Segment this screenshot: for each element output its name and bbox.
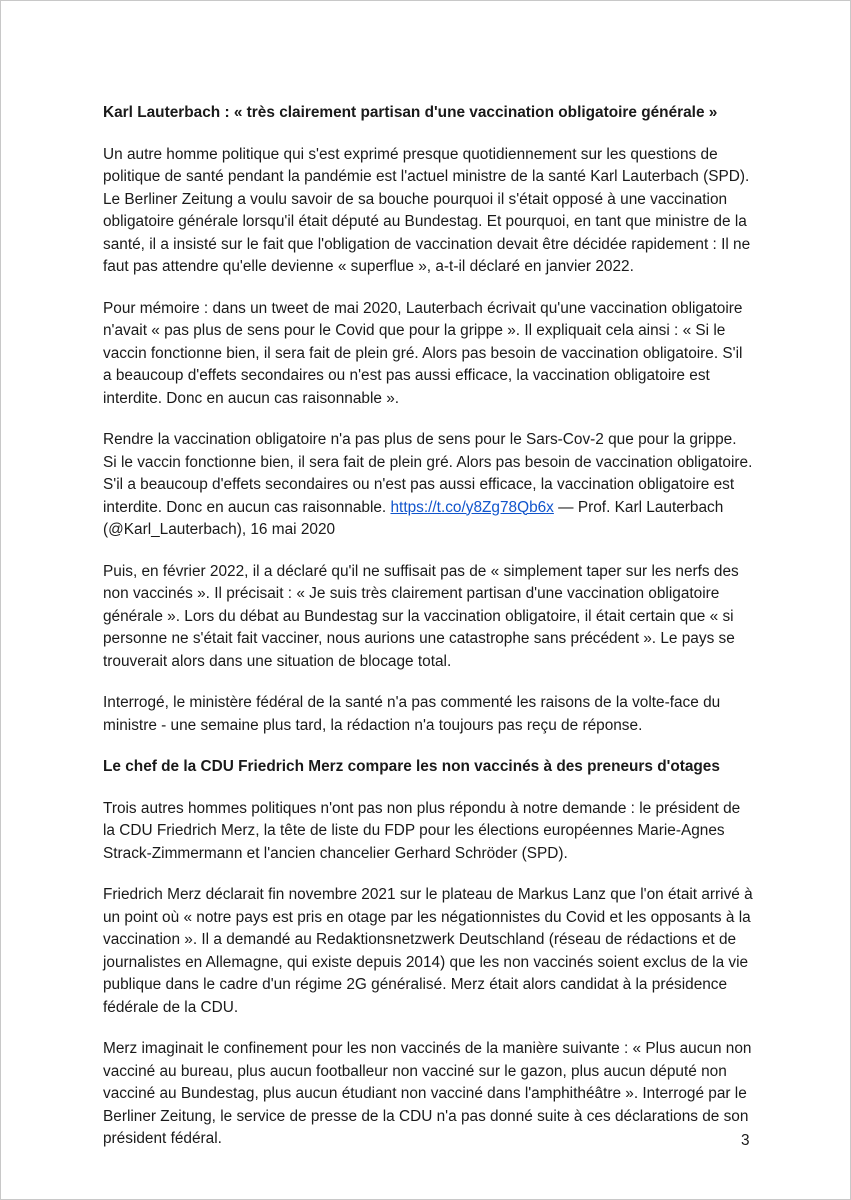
paragraph: Friedrich Merz déclarait fin novembre 2021 sur le plateau de Markus Lanz que l'on était arrivé à un point où « notre pays est pris en otage par les négationnistes du Covid et les opposants à la vaccination ». Il a demandé au Redaktionsnetzwerk Deutschland (réseau de rédactions et de journalistes en Allemagne, qui existe depuis 2014) que les non vaccinés soient exclus de la vie publique dans le cadre d'un régime 2G généralisé. Merz était alors candidat à la présidence fédérale de la CDU. <box>103 886 753 1016</box>
page-number: 3 <box>741 1132 750 1149</box>
paragraph: Un autre homme politique qui s'est exprimé presque quotidiennement sur les questions de politique de santé pendant la pandémie est l'actuel ministre de la santé Karl Lauterbach (SPD). Le Berliner Zeitung a voulu savoir de sa bouche pourquoi il s'était opposé à une vaccination obligatoire générale lorsqu'il était député au Bundestag. Et pourquoi, en tant que ministre de la santé, il a insisté sur le fait que l'obligation de vaccination devait être décidée rapidement : Il ne faut pas attendre qu'elle devienne « superflue », a-t-il déclaré en janvier 2022. <box>103 145 751 275</box>
paragraph: Pour mémoire : dans un tweet de mai 2020, Lauterbach écrivait qu'une vaccination obligatoire n'avait « pas plus de sens pour le Covid que pour la grippe ». Il expliquait cela ainsi : « Si le vaccin fonctionne bien, il sera fait de plein gré. Alors pas besoin de vaccination obligatoire. S'il a beaucoup d'effets secondaires ou n'est pas aussi efficace, la vaccination obligatoire est interdite. Donc en aucun cas raisonnable ». <box>103 299 743 407</box>
document-body <box>103 102 753 1170</box>
tweet-quote <box>103 429 753 542</box>
paragraph: Puis, en février 2022, il a déclaré qu'il ne suffisait pas de « simplement taper sur les nerfs des non vaccinés ». Il précisait : « Je suis très clairement partisan d'une vaccination obligatoire générale ». Lors du débat au Bundestag sur la vaccination obligatoire, il était certain que « si personne ne s'était fait vacciner, nous aurions une catastrophe sans précédent ». Le pays se trouverait alors dans une situation de blocage total. <box>103 562 739 670</box>
section-heading-merz: Le chef de la CDU Friedrich Merz compare les non vaccinés à des preneurs d'otages <box>103 758 720 775</box>
tweet-attribution: — Prof. Karl Lauterbach (@Karl_Lauterbach), 16 mai 2020 <box>103 498 724 538</box>
section-heading-lauterbach: Karl Lauterbach : « très clairement partisan d'une vaccination obligatoire générale » <box>103 104 718 121</box>
paragraph: Merz imaginait le confinement pour les non vaccinés de la manière suivante : « Plus aucun non vacciné au bureau, plus aucun footballeur non vacciné sur le gazon, plus aucun député non vacciné au Bundestag, plus aucun étudiant non vacciné dans l'amphithéâtre ». Interrogé par le Berliner Zeitung, le service de presse de la CDU n'a pas donné suite à ces déclarations de son président fédéral. <box>103 1040 752 1147</box>
paragraph: Trois autres hommes politiques n'ont pas non plus répondu à notre demande : le président de la CDU Friedrich Merz, la tête de liste du FDP pour les élections européennes Marie-Agnes Strack-Zimmermann et l'ancien chancelier Gerhard Schröder (SPD). <box>103 799 741 862</box>
tweet-text: Rendre la vaccination obligatoire n'a pas plus de sens pour le Sars-Cov-2 que pour la grippe. Si le vaccin fonctionne bien, il sera fait de plein gré. Alors pas besoin de vaccination obligatoire. S'il a beaucoup d'effets secondaires ou n'est pas aussi efficace, la vaccination obligatoire est interdite. Donc en aucun cas raisonnable. <box>103 431 753 516</box>
paragraph: Interrogé, le ministère fédéral de la santé n'a pas commenté les raisons de la volte-face du ministre - une semaine plus tard, la rédaction n'a toujours pas reçu de réponse. <box>103 694 721 734</box>
tweet-link[interactable]: https://t.co/y8Zg78Qb6x <box>390 498 554 516</box>
